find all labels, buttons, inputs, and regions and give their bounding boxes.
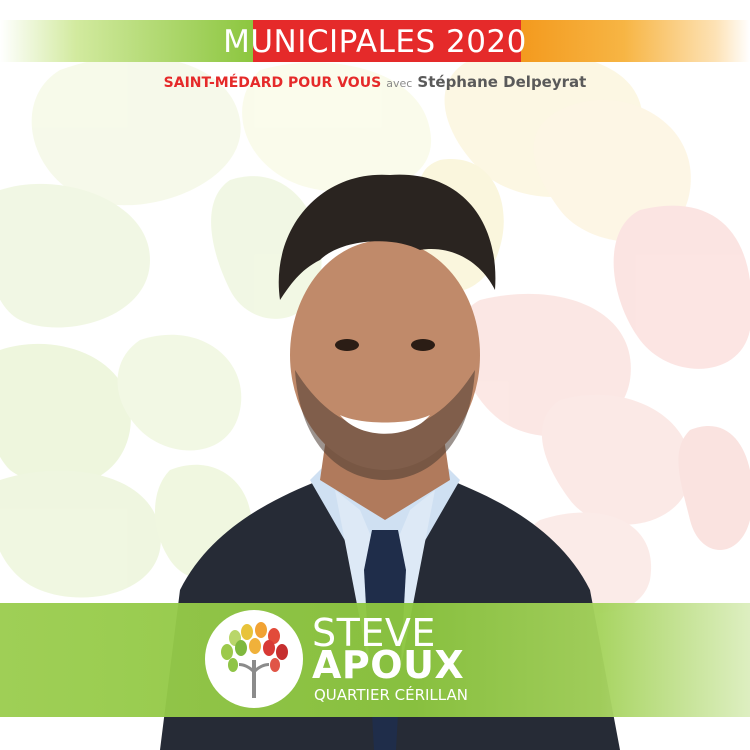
eye-left bbox=[335, 339, 359, 351]
tagline-list-name: SAINT-MÉDARD POUR VOUS bbox=[163, 75, 382, 91]
candidate-district: QUARTIER CÉRILLAN bbox=[314, 686, 468, 704]
tagline-leader-name: Stéphane Delpeyrat bbox=[417, 73, 587, 91]
candidate-first-name: STEVE bbox=[312, 611, 436, 655]
page-title: MUNICIPALES 2020 bbox=[223, 24, 527, 60]
tree-logo-icon bbox=[205, 610, 303, 708]
tagline bbox=[0, 72, 750, 91]
tagline-avec: avec bbox=[386, 77, 413, 90]
pebble-shape bbox=[678, 426, 750, 550]
pebble-shape bbox=[614, 206, 750, 369]
pebble-shape bbox=[0, 344, 131, 486]
candidate-last-name: APOUX bbox=[312, 643, 465, 687]
pebble-shape bbox=[0, 184, 150, 328]
eye-right bbox=[411, 339, 435, 351]
pebble-shape bbox=[0, 471, 161, 598]
